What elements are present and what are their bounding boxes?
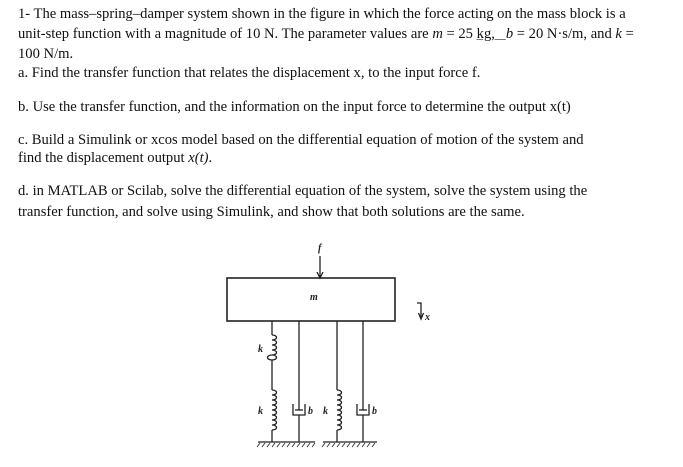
- part-b: b. Use the transfer function, and the information on the input force to determine the output x(t): [18, 99, 571, 115]
- spring-series: [268, 321, 277, 442]
- m-variable: m: [432, 26, 443, 42]
- b-variable: b: [505, 26, 514, 42]
- ground-2: [322, 442, 377, 447]
- intro-line-1: 1- The mass–spring–damper system shown in the figure in which the force acting on the mass block is a: [18, 6, 626, 22]
- kg-unit: kg,: [476, 26, 495, 42]
- spring-label-1: k: [258, 344, 263, 355]
- spring-2: [337, 321, 342, 442]
- part-c-text: find the displacement output: [18, 150, 189, 166]
- mass-label: m: [310, 292, 318, 303]
- ground-1: [257, 442, 315, 447]
- damper-2: [357, 321, 369, 442]
- damper-label-1: b: [308, 406, 313, 417]
- m-value: = 25: [442, 26, 477, 42]
- k-equals: =: [621, 26, 634, 42]
- damper-1: [293, 321, 305, 442]
- intro-text: unit-step function with a magnitude of 10 N. The parameter values are: [18, 26, 433, 42]
- part-d-line-2: transfer function, and solve using Simulink, and show that both solutions are the same.: [18, 204, 525, 220]
- spring-label-2: k: [258, 406, 263, 417]
- displacement-label: x: [425, 312, 430, 323]
- period: .: [208, 150, 213, 166]
- k-variable: k: [615, 26, 622, 42]
- damper-label-2: b: [372, 406, 377, 417]
- part-d-line-1: d. in MATLAB or Scilab, solve the differential equation of the system, solve the system using the: [18, 183, 588, 199]
- part-a: a. Find the transfer function that relates the displacement x, to the input force f.: [18, 65, 481, 81]
- part-c-line-1: c. Build a Simulink or xcos model based on the differential equation of motion of the system and: [18, 132, 584, 148]
- intro-line-3: 100 N/m.: [18, 46, 74, 62]
- force-label: f: [318, 243, 322, 254]
- b-value: = 20 N·s/m, and: [513, 26, 616, 42]
- xt-variable: x(t): [188, 150, 209, 166]
- spring-label-3: k: [323, 406, 328, 417]
